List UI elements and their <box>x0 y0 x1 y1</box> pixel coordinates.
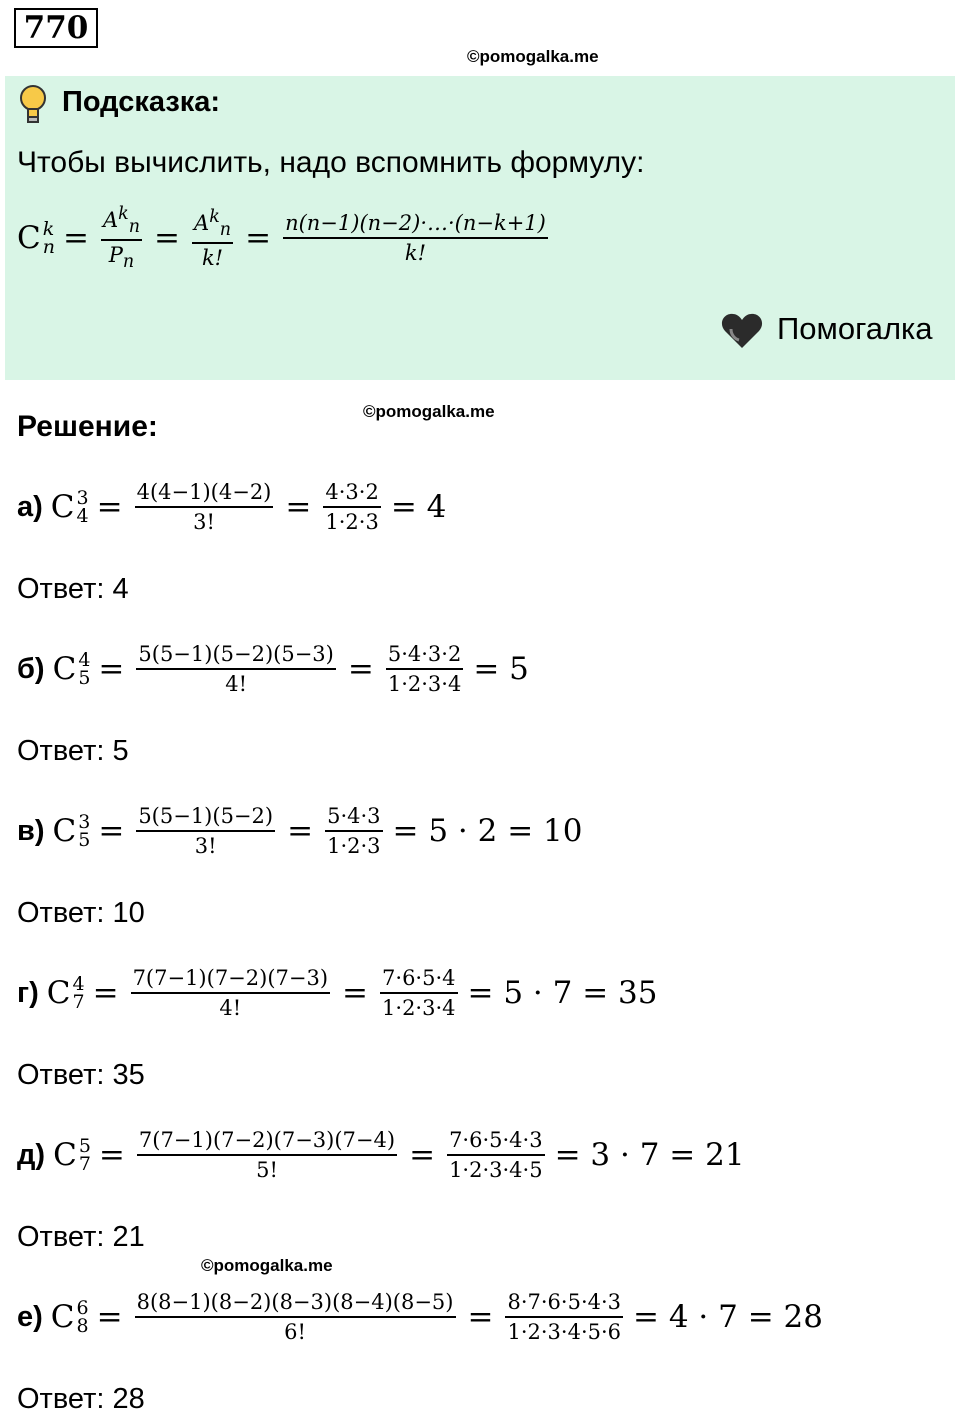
c-sub: 4 <box>76 505 89 527</box>
equals-sign: = <box>347 651 374 687</box>
solution-row <box>17 642 529 696</box>
denominator: 5! <box>256 1158 278 1182</box>
formula-a-1-n: n <box>128 217 141 238</box>
equals-sign: = <box>98 813 125 849</box>
denominator: 3! <box>193 510 215 534</box>
denominator: 1·2·3·4·5·6 <box>507 1320 622 1344</box>
numerator: 5·4·3·2 <box>386 642 463 670</box>
formula-a-2-k: k <box>209 206 220 227</box>
hint-title: Подсказка: <box>62 86 221 118</box>
fraction <box>136 804 275 858</box>
fraction <box>136 642 335 696</box>
answer: Ответ: 28 <box>17 1383 145 1415</box>
answer: Ответ: 5 <box>17 735 129 767</box>
watermark: ©pomogalka.me <box>467 47 599 66</box>
fraction <box>131 966 330 1020</box>
formula-eq-1: = <box>62 220 89 257</box>
item-label: а) <box>17 490 43 523</box>
heart-icon <box>720 311 764 351</box>
fraction <box>386 642 463 696</box>
item-label: в) <box>17 814 45 847</box>
numerator: 5(5−1)(5−2) <box>136 804 275 832</box>
formula-a-2: A <box>194 210 210 235</box>
numerator: 8·7·6·5·4·3 <box>505 1290 623 1318</box>
answer: Ответ: 4 <box>17 573 129 605</box>
denominator: 3! <box>194 834 217 858</box>
numerator: 5(5−1)(5−2)(5−3) <box>136 642 335 670</box>
denominator: 1·2·3·4 <box>387 672 462 696</box>
hint-formula <box>17 204 552 272</box>
c-sub: 8 <box>76 1315 89 1337</box>
result: = 4 · 7 = 28 <box>633 1299 823 1335</box>
solution-row <box>17 966 657 1020</box>
denominator: 1·2·3 <box>327 834 381 858</box>
denominator: 1·2·3·4 <box>382 996 456 1020</box>
formula-a-2-n: n <box>219 219 232 240</box>
result: = 5 · 7 = 35 <box>467 975 658 1011</box>
formula-k: k <box>42 218 55 241</box>
equals-sign: = <box>409 1137 436 1173</box>
formula-p: P <box>108 243 123 268</box>
equals-sign: = <box>98 651 125 687</box>
formula-product: n(n−1)(n−2)·…·(n−k+1) <box>283 211 548 239</box>
numerator: 4·3·2 <box>323 480 380 508</box>
c-sup: 4 <box>78 649 91 671</box>
denominator: 4! <box>219 996 242 1020</box>
denominator: 1·2·3·4·5 <box>449 1158 543 1182</box>
fraction <box>505 1290 623 1344</box>
c-sub: 5 <box>78 667 91 689</box>
item-label: г) <box>17 976 39 1009</box>
numerator: 8(8−1)(8−2)(8−3)(8−4)(8−5) <box>135 1290 456 1318</box>
result: = 4 <box>390 489 447 525</box>
c-symbol: C <box>46 975 71 1011</box>
formula-kfact-1: k! <box>201 245 224 270</box>
equals-sign: = <box>467 1299 494 1335</box>
c-sup: 5 <box>78 1135 91 1157</box>
formula-kfact-2: k! <box>404 241 427 266</box>
formula-c: C <box>17 220 41 257</box>
solution-row <box>17 804 582 858</box>
fraction <box>447 1128 545 1182</box>
solution-row <box>17 1290 823 1344</box>
answer: Ответ: 10 <box>17 897 145 929</box>
c-sup: 3 <box>78 811 91 833</box>
answer: Ответ: 35 <box>17 1059 145 1091</box>
fraction <box>135 480 274 534</box>
denominator: 6! <box>284 1320 306 1344</box>
formula-p-n: n <box>122 252 135 273</box>
result: = 3 · 7 = 21 <box>554 1137 745 1173</box>
equals-sign: = <box>96 1299 123 1335</box>
numerator: 4(4−1)(4−2) <box>135 480 274 508</box>
equals-sign: = <box>285 489 312 525</box>
item-label: б) <box>17 652 45 685</box>
denominator: 4! <box>225 672 248 696</box>
formula-n: n <box>42 236 55 259</box>
c-symbol: C <box>50 489 75 525</box>
c-symbol: C <box>50 1299 75 1335</box>
c-symbol: C <box>53 1137 77 1173</box>
fraction <box>323 480 380 534</box>
lightbulb-icon <box>18 84 48 126</box>
solution-row <box>17 480 446 534</box>
formula-eq-3: = <box>245 220 272 257</box>
numerator: 5·4·3 <box>325 804 382 832</box>
watermark-3: ©pomogalka.me <box>201 1256 333 1275</box>
equals-sign: = <box>287 813 314 849</box>
result: = 5 <box>473 651 529 687</box>
c-sub: 7 <box>72 991 85 1013</box>
result: = 5 · 2 = 10 <box>392 813 583 849</box>
c-sup: 4 <box>72 973 85 995</box>
fraction <box>135 1290 456 1344</box>
c-symbol: C <box>52 651 77 687</box>
task-number: 770 <box>14 8 98 48</box>
formula-eq-2: = <box>154 220 181 257</box>
formula-frac-product <box>283 211 548 265</box>
fraction <box>380 966 457 1020</box>
equals-sign: = <box>342 975 369 1011</box>
c-sup: 6 <box>76 1297 89 1319</box>
equals-sign: = <box>98 1137 125 1173</box>
fraction <box>137 1128 397 1182</box>
solution-title: Решение: <box>17 410 158 443</box>
watermark-2: ©pomogalka.me <box>363 402 495 421</box>
c-sup: 3 <box>76 487 89 509</box>
formula-a-1-k: k <box>118 204 129 224</box>
c-sub: 7 <box>78 1153 91 1175</box>
answer: Ответ: 21 <box>17 1221 145 1253</box>
equals-sign: = <box>92 975 119 1011</box>
c-sub: 5 <box>78 829 91 851</box>
item-label: е) <box>17 1300 43 1333</box>
c-symbol: C <box>52 813 77 849</box>
denominator: 1·2·3 <box>325 510 379 534</box>
formula-frac-a-k <box>192 207 233 270</box>
numerator: 7(7−1)(7−2)(7−3) <box>131 966 330 994</box>
numerator: 7·6·5·4 <box>380 966 457 994</box>
formula-frac-a-p <box>101 204 142 272</box>
numerator: 7(7−1)(7−2)(7−3)(7−4) <box>137 1128 397 1156</box>
item-label: д) <box>17 1138 46 1171</box>
numerator: 7·6·5·4·3 <box>447 1128 545 1156</box>
brand-name: Помогалка <box>777 311 933 346</box>
formula-a-1: A <box>102 208 119 232</box>
fraction <box>325 804 382 858</box>
solution-row <box>17 1128 745 1182</box>
hint-text: Чтобы вычислить, надо вспомнить формулу: <box>17 146 645 179</box>
equals-sign: = <box>96 489 123 525</box>
